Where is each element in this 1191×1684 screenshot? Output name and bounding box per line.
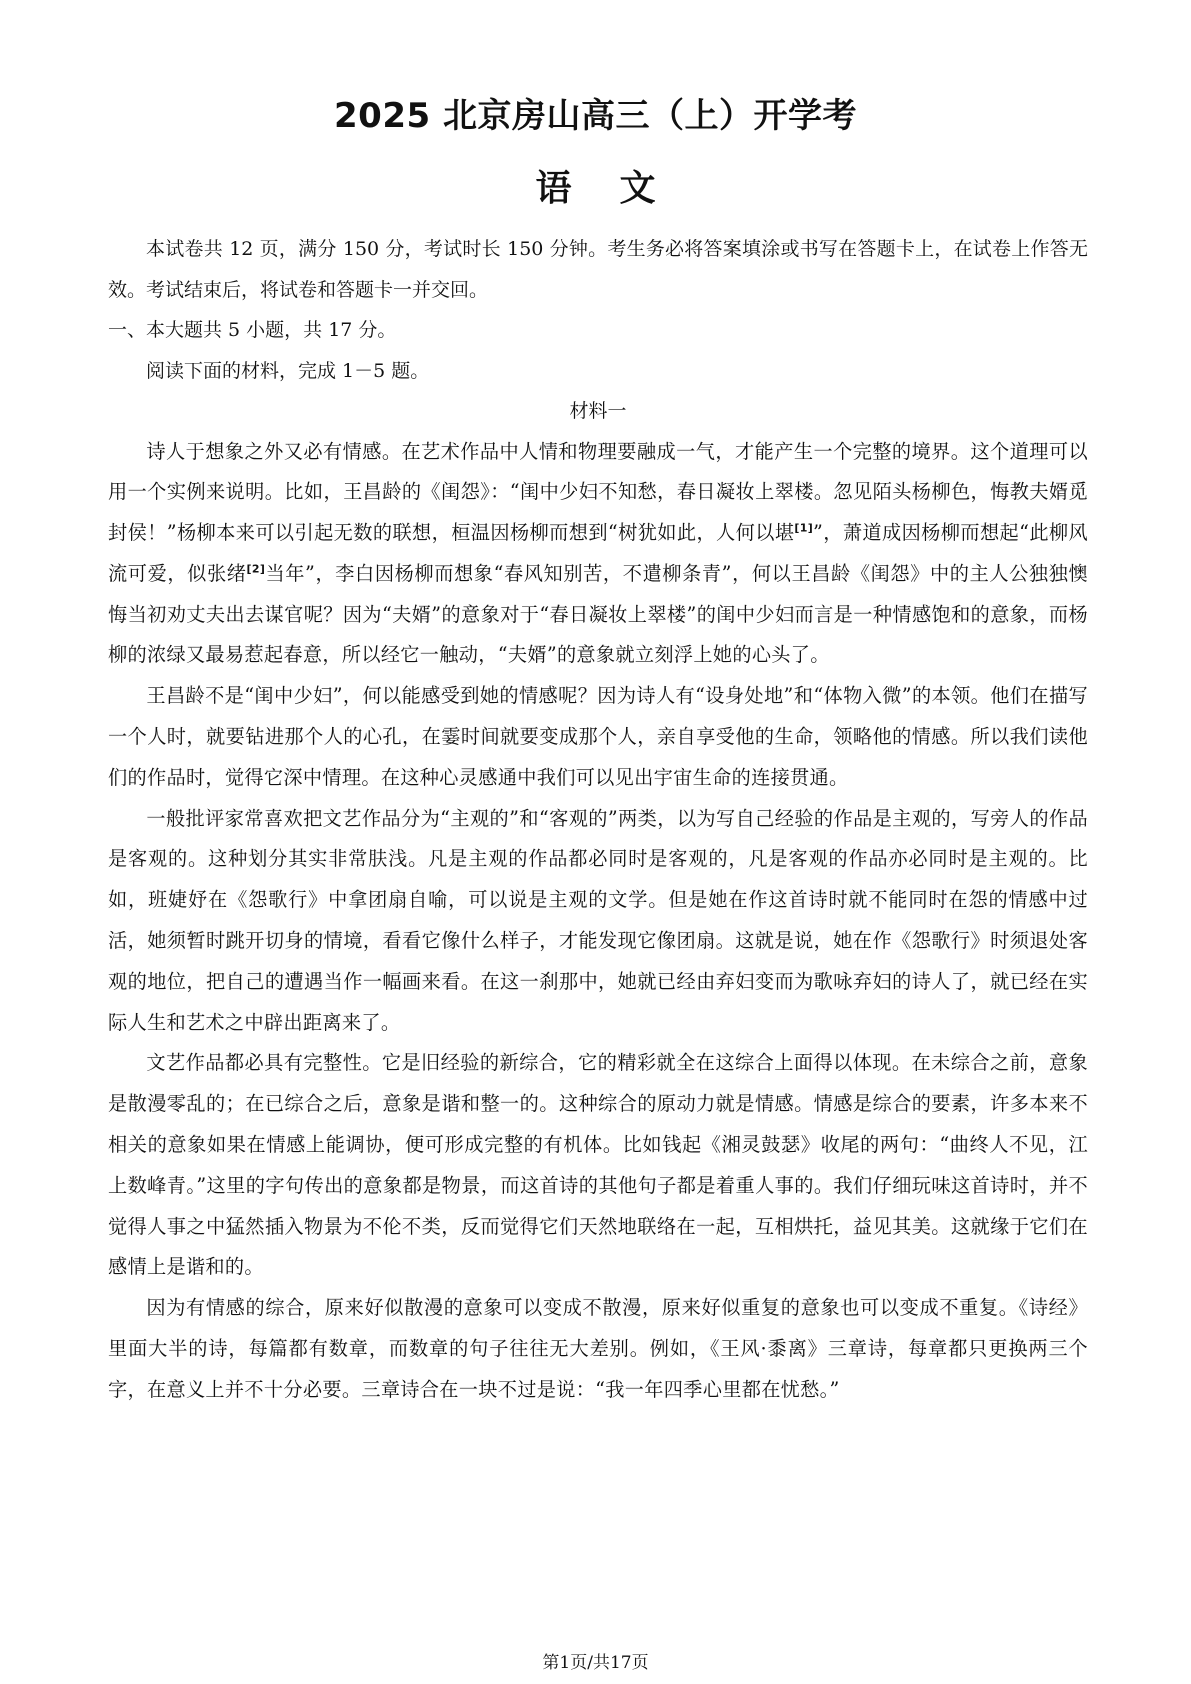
article-p1-part-c: 当年”，李白因杨柳而想象“春风知别苦，不遣柳条青”，何以王昌龄《闺怨》中的主人公独独懊悔当初劝丈夫出去谋官呢？因为“夫婿”的意象对于“春日凝妆上翠楼”的闺中少妇而言是一种情感饱和的意象，而杨柳的浓绿又最易惹起春意，所以经它一触动，“夫婿”的意象就立刻浮上她的心头了。: [108, 561, 1089, 667]
material-title: 材料一: [569, 400, 627, 422]
article-p1-part-b: ”，萧道成因杨柳而想起“此柳风流可爱，似张绪: [108, 521, 1088, 585]
footnote-marker-1: [1]: [794, 521, 814, 535]
page-number: 第1页/共17页: [542, 1653, 649, 1673]
article-paragraph-5: 因为有情感的综合，原来好似散漫的意象可以变成不散漫，原来好似重复的意象也可以变成不重复。《诗经》里面大半的诗，每篇都有数章，而数章的句子往往无大差别。例如，《王风·黍离》三章诗，每章都只更换两三个字，在意义上并不十分必要。三章诗合在一块不过是说：“我一年四季心里都在忧愁。”: [108, 1296, 1088, 1401]
page-content: [108, 229, 1088, 1411]
section-heading: 一、本大题共 5 小题，共 17 分。: [108, 319, 397, 341]
article-paragraph-4: 文艺作品都必具有完整性。它是旧经验的新综合，它的精彩就全在这综合上面得以体现。在未综合之前，意象是散漫零乱的；在已综合之后，意象是谐和整一的。这种综合的原动力就是情感。情感是综合的要素，许多本来不相关的意象如果在情感上能调协，便可形成完整的有机体。比如钱起《湘灵鼓瑟》收尾的两句：“曲终人不见，江上数峰青。”这里的字句传出的意象都是物景，而这首诗的其他句子都是着重人事的。我们仔细玩味这首诗时，并不觉得人事之中猛然插入物景为不伦不类，反而觉得它们天然地联络在一起，互相烘托，益见其美。这就缘于它们在感情上是谐和的。: [108, 1051, 1088, 1279]
subject-title: 语文: [535, 168, 704, 209]
footnote-marker-2: [2]: [246, 562, 266, 576]
article-paragraph-2: 王昌龄不是“闺中少妇”，何以能感受到她的情感呢？因为诗人有“设身处地”和“体物入微”的本领。他们在描写一个人时，就要钻进那个人的心孔，在霎时间就要变成那个人，亲自享受他的生命，领略他的情感。所以我们读他们的作品时，觉得它深中情理。在这种心灵感通中我们可以见出宇宙生命的连接贯通。: [108, 684, 1088, 789]
article-p1-part-a: 诗人于想象之外又必有情感。在艺术作品中人情和物理要融成一气，才能产生一个完整的境界。这个道理可以用一个实例来说明。比如，王昌龄的《闺怨》：“闺中少妇不知愁，春日凝妆上翠楼。忽见陌头杨柳色，悔教夫婿觅封侯！”杨柳本来可以引起无数的联想，桓温因杨柳而想到“树犹如此，人何以堪: [108, 439, 1088, 545]
article-body: [108, 432, 1088, 1411]
article-paragraph-3: 一般批评家常喜欢把文艺作品分为“主观的”和“客观的”两类，以为写自己经验的作品是主观的，写旁人的作品是客观的。这种划分其实非常肤浅。凡是主观的作品都必同时是客观的，凡是客观的作品亦必同时是主观的。比如，班婕妤在《怨歌行》中拿团扇自喻，可以说是主观的文学。但是她在作这首诗时就不能同时在怨的情感中过活，她须暂时跳开切身的情境，看看它像什么样子，才能发现它像团扇。这就是说，她在作《怨歌行》时须退处客观的地位，把自己的遭遇当作一幅画来看。在这一刹那中，她就已经由弃妇变而为歌咏弃妇的诗人了，就已经在实际人生和艺术之中辟出距离来了。: [108, 806, 1088, 1034]
exam-title: 2025 北京房山高三（上）开学考: [334, 96, 857, 136]
intro-line-2: 作答无效。考试结束后，将试卷和答题卡一并交回。: [108, 238, 1088, 301]
intro-paragraph: [108, 229, 1088, 310]
intro-line-1: 本试卷共 12 页，满分 150 分，考试时长 150 分钟。考生务必将答案填涂或书写在答题卡上，在试卷上: [146, 238, 1031, 260]
section-instruction: 阅读下面的材料，完成 1－5 题。: [146, 359, 430, 382]
article-paragraph-1: [108, 432, 1088, 677]
